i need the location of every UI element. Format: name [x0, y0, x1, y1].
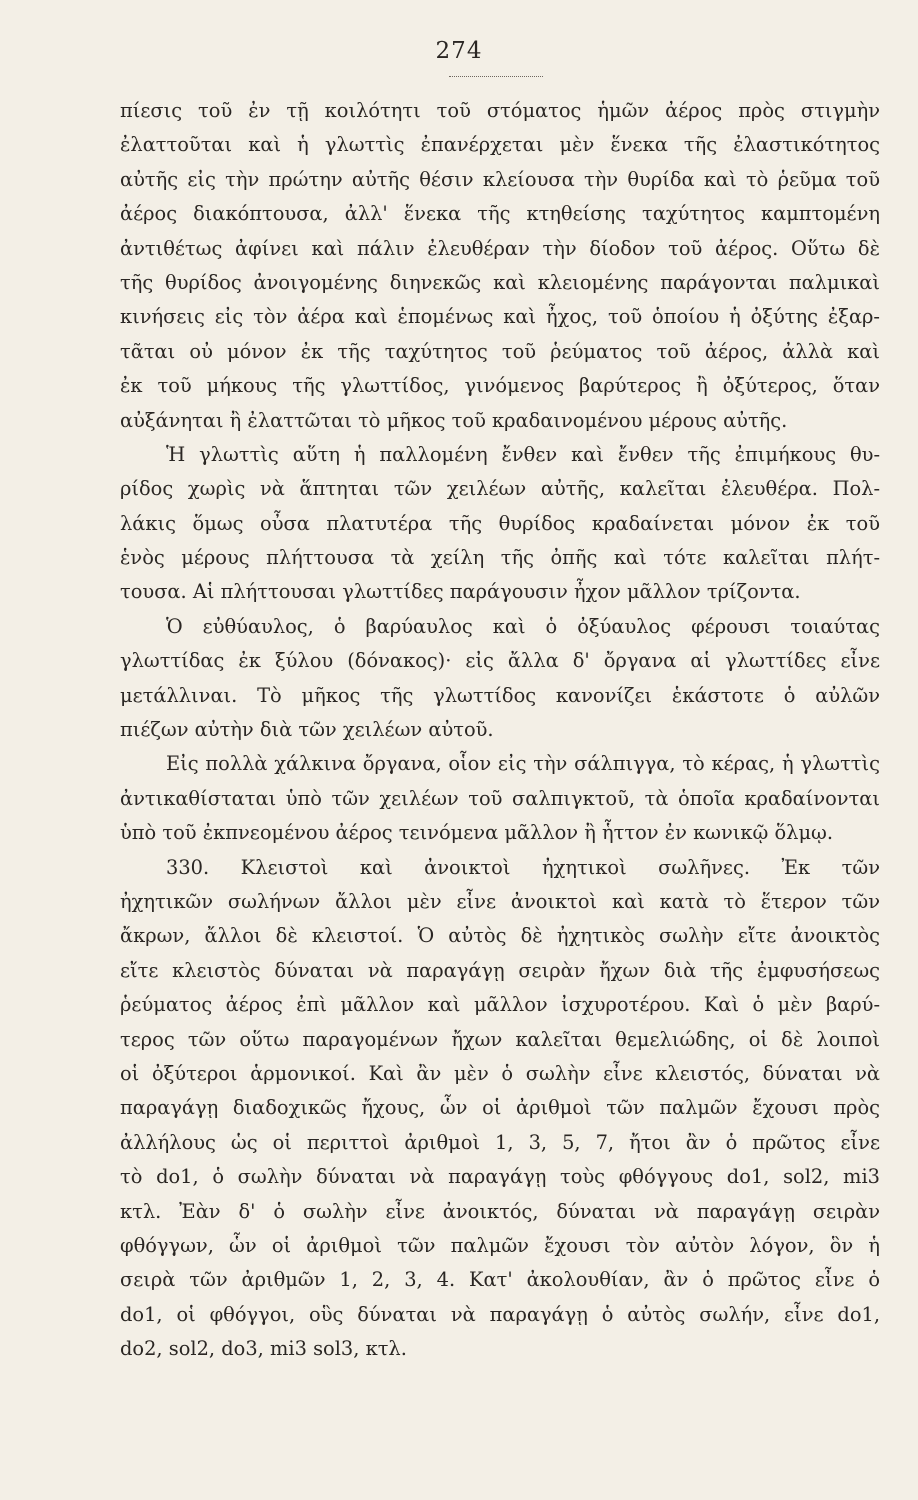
text-line: κτλ. Ἐὰν δ' ὁ σωλὴν εἶνε ἀνοικτός, δύναται νὰ παραγάγῃ σειρὰν — [120, 1199, 880, 1223]
text-line: do2, sol2, do3, mi3 sol3, κτλ. — [120, 1337, 407, 1361]
text-line: οἱ ὀξύτεροι ἁρμονικοί. Καὶ ἂν μὲν ὁ σωλὴν εἶνε κλειστός, δύναται νὰ — [120, 1061, 880, 1085]
text-line: τᾶται οὐ μόνον ἐκ τῆς ταχύτητος τοῦ ῥεύματος τοῦ ἀέρος, ἀλλὰ καὶ — [120, 339, 880, 363]
text-line: φθόγγων, ὧν οἱ ἀριθμοὶ τῶν παλμῶν ἔχουσι τὸν αὐτὸν λόγον, ὃν ἡ — [120, 1233, 880, 1257]
text-line: μετάλλιναι. Τὸ μῆκος τῆς γλωττίδος κανονίζει ἑκάστοτε ὁ αὐλῶν — [120, 683, 880, 707]
text-line: do1, οἱ φθόγγοι, οὓς δύναται νὰ παραγάγῃ ὁ αὐτὸς σωλήν, εἶνε do1, — [120, 1302, 880, 1326]
text-line: ἠχητικῶν σωλήνων ἄλλοι μὲν εἶνε ἀνοικτοὶ καὶ κατὰ τὸ ἕτερον τῶν — [120, 889, 880, 913]
body-text — [120, 94, 880, 1366]
text-line: γλωττίδας ἐκ ξύλου (δόνακος)· εἰς ἄλλα δ' ὄργανα αἱ γλωττίδες εἶνε — [120, 649, 880, 673]
text-line: Ἡ γλωττὶς αὕτη ἡ παλλομένη ἔνθεν καὶ ἔνθεν τῆς ἐπιμήκους θυ- — [166, 442, 880, 466]
text-line: ρίδος χωρὶς νὰ ἅπτηται τῶν χειλέων αὐτῆς, καλεῖται ἐλευθέρα. Πολ- — [120, 477, 880, 501]
text-line: ὑπὸ τοῦ ἐκπνεομένου ἀέρος τεινόμενα μᾶλλον ἢ ἧττον ἐν κωνικῷ ὅλμῳ. — [120, 821, 834, 845]
text-line: εἴτε κλειστὸς δύναται νὰ παραγάγῃ σειρὰν ἤχων διὰ τῆς ἐμφυσήσεως — [120, 958, 880, 982]
text-line: κινήσεις εἰς τὸν ἀέρα καὶ ἑπομένως καὶ ἦχος, τοῦ ὁποίου ἡ ὀξύτης ἐξαρ- — [120, 305, 880, 329]
text-line: ἐλαττοῦται καὶ ἡ γλωττὶς ἐπανέρχεται μὲν ἕνεκα τῆς ἐλαστικότητος — [120, 133, 880, 157]
text-line: παραγάγῃ διαδοχικῶς ἤχους, ὧν οἱ ἀριθμοὶ τῶν παλμῶν ἔχουσι πρὸς — [120, 1096, 880, 1120]
text-line: ἀλλήλους ὡς οἱ περιττοὶ ἀριθμοὶ 1, 3, 5, 7, ἤτοι ἂν ὁ πρῶτος εἶνε — [120, 1130, 880, 1154]
text-line: ἀντιθέτως ἀφίνει καὶ πάλιν ἐλευθέραν τὴν δίοδον τοῦ ἀέρος. Οὕτω δὲ — [120, 236, 880, 260]
text-line: τῆς θυρίδος ἀνοιγομένης διηνεκῶς καὶ κλειομένης παράγονται παλμικαὶ — [120, 270, 880, 294]
text-line: ἀέρος διακόπτουσα, ἀλλ' ἕνεκα τῆς κτηθείσης ταχύτητος καμπτομένη — [120, 202, 880, 226]
text-line: ἐκ τοῦ μήκους τῆς γλωττίδος, γινόμενος βαρύτερος ἢ ὀξύτερος, ὅταν — [120, 374, 880, 398]
text-line: ῥεύματος ἀέρος ἐπὶ μᾶλλον καὶ μᾶλλον ἰσχυροτέρου. Καὶ ὁ μὲν βαρύ- — [120, 993, 880, 1017]
text-line: ἑνὸς μέρους πλήττουσα τὰ χείλη τῆς ὀπῆς καὶ τότε καλεῖται πλήτ- — [120, 546, 880, 570]
text-line: Εἰς πολλὰ χάλκινα ὄργανα, οἷον εἰς τὴν σάλπιγγα, τὸ κέρας, ἡ γλωττὶς — [166, 752, 880, 776]
text-line: Ὁ εὐθύαυλος, ὁ βαρύαυλος καὶ ὁ ὀξύαυλος φέρουσι τοιαύτας — [166, 614, 880, 638]
text-line: αὐξάνηται ἢ ἐλαττῶται τὸ μῆκος τοῦ κραδαινομένου μέρους αὐτῆς. — [120, 408, 788, 432]
page-number: 274 — [435, 38, 483, 64]
text-line: αὐτῆς εἰς τὴν πρώτην αὐτῆς θέσιν κλείουσα τὴν θυρίδα καὶ τὸ ῥεῦμα τοῦ — [120, 167, 880, 191]
section-heading-line: 330. Κλειστοὶ καὶ ἀνοικτοὶ ἠχητικοὶ σωλῆνες. Ἐκ τῶν — [166, 855, 880, 879]
text-line: τὸ do1, ὁ σωλὴν δύναται νὰ παραγάγῃ τοὺς φθόγγους do1, sol2, mi3 — [120, 1165, 880, 1189]
text-line: σειρὰ τῶν ἀριθμῶν 1, 2, 3, 4. Κατ' ἀκολουθίαν, ἂν ὁ πρῶτος εἶνε ὁ — [120, 1268, 880, 1292]
text-line: πίεσις τοῦ ἐν τῇ κοιλότητι τοῦ στόματος ἡμῶν ἀέρος πρὸς στιγμὴν — [120, 99, 880, 122]
text-line: τερος τῶν οὕτω παραγομένων ἤχων καλεῖται θεμελιώδης, οἱ δὲ λοιποὶ — [120, 1027, 880, 1051]
text-line: ἄκρων, ἄλλοι δὲ κλειστοί. Ὁ αὐτὸς δὲ ἠχητικὸς σωλὴν εἴτε ἀνοικτὸς — [120, 924, 880, 948]
text-line: τουσα. Αἱ πλήττουσαι γλωττίδες παράγουσιν ἦχον μᾶλλον τρίζοντα. — [120, 580, 801, 604]
text-line: ἀντικαθίσταται ὑπὸ τῶν χειλέων τοῦ σαλπιγκτοῦ, τὰ ὁποῖα κραδαίνονται — [120, 786, 880, 810]
text-line: λάκις ὅμως οὖσα πλατυτέρα τῆς θυρίδος κραδαίνεται μόνον ἐκ τοῦ — [120, 511, 880, 535]
header-rule — [449, 76, 543, 77]
text-line: πιέζων αὐτὴν διὰ τῶν χειλέων αὐτοῦ. — [120, 718, 494, 742]
